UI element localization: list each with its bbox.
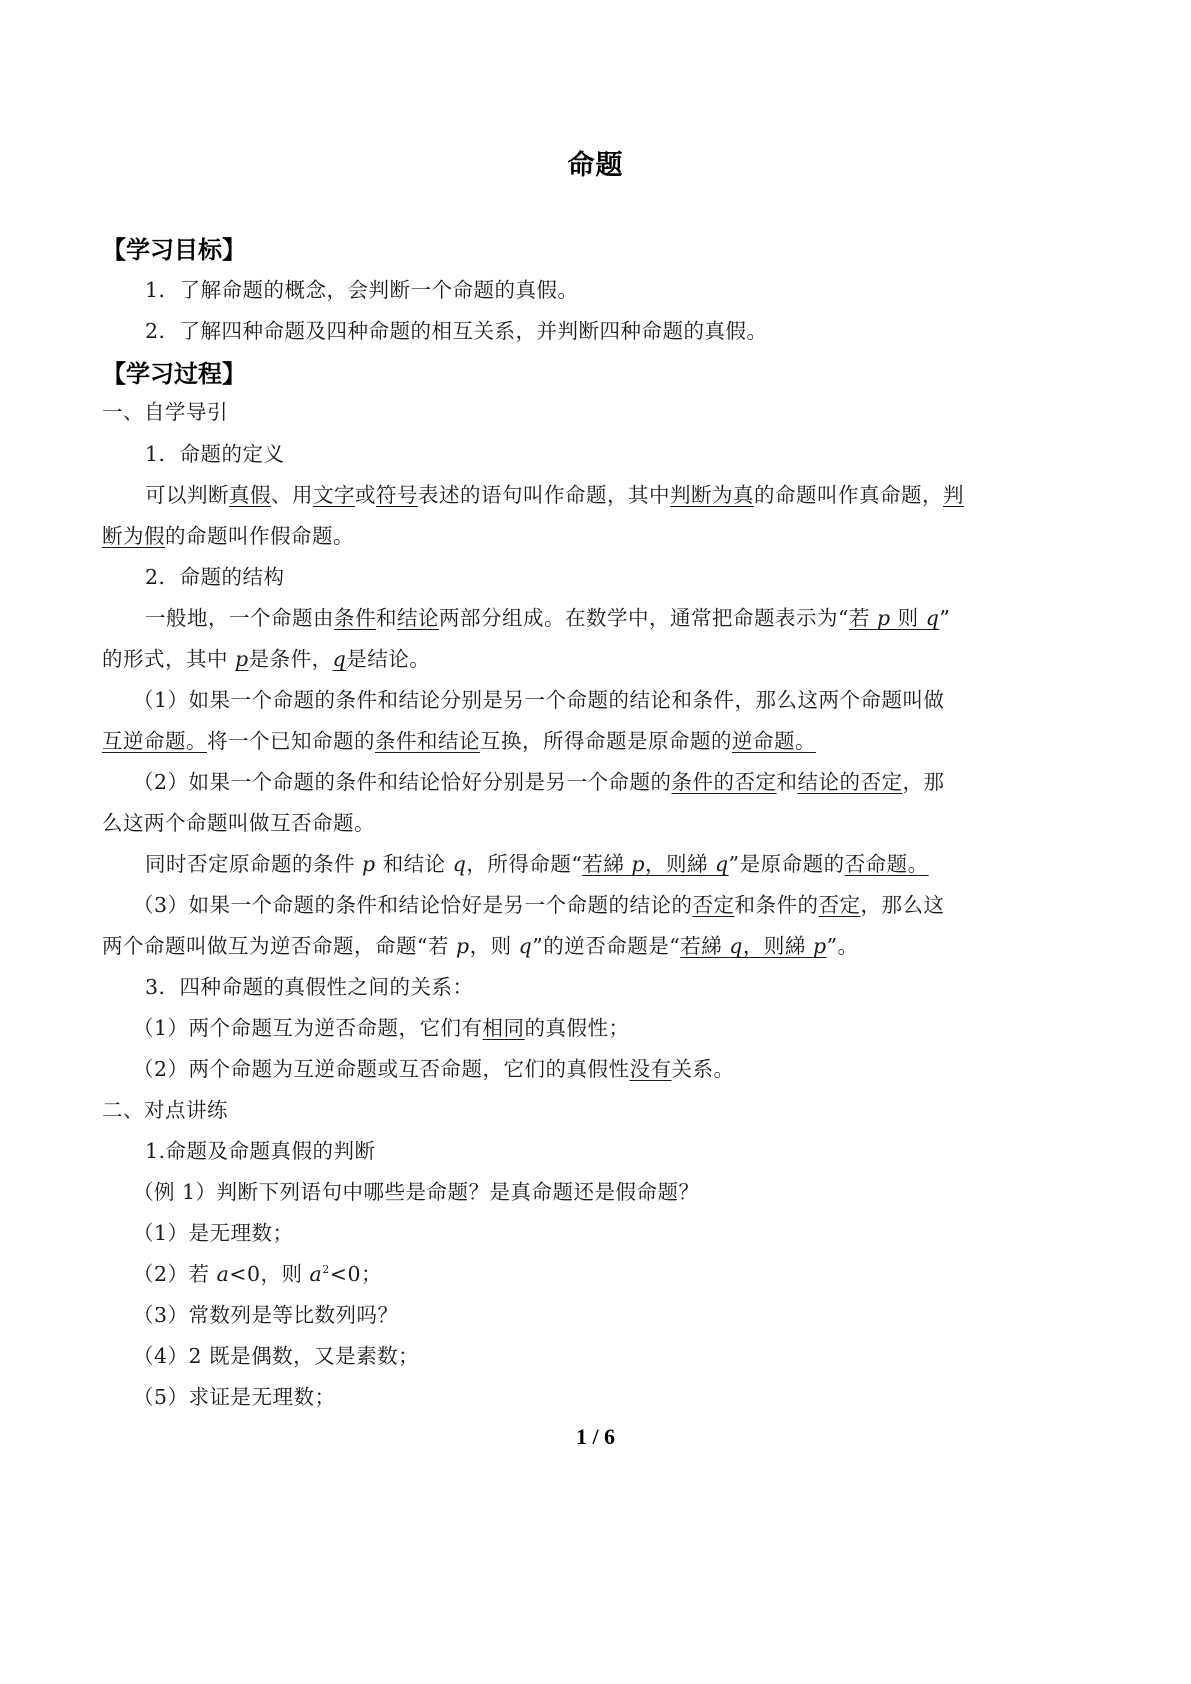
underlined-answer: 没有 (629, 1057, 672, 1081)
text: 关系。 (671, 1057, 735, 1081)
relation-heading: 3．四种命题的真假性之间的关系： (145, 975, 474, 999)
underlined-answer: 结论的否定 (797, 770, 903, 794)
text: 两部分组成。在数学中，通常把命题表示为“ (439, 606, 849, 630)
text: 若綈 (680, 934, 723, 958)
text: 的形式，其中 (102, 647, 228, 671)
underlined-answer: 相同 (482, 1016, 525, 1040)
text: 将一个已知命题的 (207, 729, 375, 753)
underlined-answer: 逆命题。 (732, 729, 816, 753)
contrapositive-line-1 (133, 891, 1123, 919)
page-number: 1 / 6 (575, 1424, 616, 1449)
example-item-1: （1）是无理数； (133, 1221, 294, 1245)
math-var: p (235, 647, 249, 671)
definition-heading: 1．命题的定义 (145, 442, 285, 466)
text: 若 (848, 606, 870, 630)
relation-item-2 (133, 1055, 1123, 1083)
underlined-answer: 条件 (334, 606, 376, 630)
example-item-5: （5）求证是无理数； (133, 1385, 336, 1409)
text: 和 (376, 606, 397, 630)
underlined-answer: 符号 (376, 483, 418, 507)
underlined-answer: 判 (943, 483, 964, 507)
math-var: q (332, 647, 347, 671)
heading-objectives: 【学习目标】 (102, 236, 246, 264)
example-1-prompt: （例 1）判断下列语句中哪些是命题？是真命题还是假命题？ (133, 1180, 700, 1204)
text: <0，则 (229, 1262, 310, 1286)
math-var: q (452, 852, 467, 876)
underlined-answer (680, 934, 826, 958)
text: 或 (355, 483, 376, 507)
underlined-answer: 文字 (313, 483, 355, 507)
text: 两个命题叫做互为逆否命题，命题“若 (102, 934, 449, 958)
text: 若綈 (582, 852, 625, 876)
math-var: p (877, 606, 891, 630)
document-title: 命题 (567, 150, 624, 181)
text: （1）两个命题互为逆否命题，它们有 (133, 1016, 483, 1040)
text: （2）两个命题为互逆命题或互否命题，它们的真假性 (133, 1057, 630, 1081)
text: 和条件的 (734, 893, 819, 917)
text: 一般地，一个命题由 (145, 606, 334, 630)
math-var: a (216, 1262, 230, 1286)
part1-heading: 一、自学导引 (102, 400, 228, 424)
text: （2）如果一个命题的条件和结论恰好分别是另一个命题的 (133, 770, 672, 794)
underlined-answer (849, 606, 939, 630)
underlined-answer: 否定 (692, 893, 735, 917)
text: ，所得命题“ (466, 852, 583, 876)
structure-heading: 2．命题的结构 (145, 565, 285, 589)
exponent: 2 (322, 1263, 330, 1276)
contrapositive-line-2 (102, 932, 1092, 960)
text: ，则綈 (644, 852, 708, 876)
math-var: q (518, 934, 533, 958)
text: ，那么这 (860, 893, 945, 917)
math-var: a (309, 1262, 323, 1286)
text: ”是原命题的 (728, 852, 845, 876)
underlined-answer: 断为假 (102, 524, 165, 548)
text: 和结论 (382, 852, 446, 876)
text: （3）如果一个命题的条件和结论恰好是另一个命题的结论的 (133, 893, 693, 917)
example-item-4: （4）2 既是偶数，又是素数； (133, 1344, 420, 1368)
text: ”。 (826, 934, 859, 958)
math-var: p (631, 852, 645, 876)
text: 可以判断 (145, 483, 229, 507)
text: 是条件， (248, 647, 333, 671)
underlined-answer: 结论 (397, 606, 439, 630)
text: 同时否定原命题的条件 (145, 852, 355, 876)
math-var: q (729, 934, 743, 958)
inverse-line-3 (145, 850, 1135, 878)
text: ，那 (902, 770, 945, 794)
structure-line-1 (145, 604, 1135, 632)
text: 的命题叫作真命题， (754, 483, 943, 507)
part2-heading: 二、对点讲练 (102, 1098, 228, 1122)
objective-item-2: 2．了解四种命题及四种命题的相互关系，并判断四种命题的真假。 (145, 319, 768, 343)
math-var: p (456, 934, 470, 958)
text: 、用 (271, 483, 313, 507)
text: ，则 (469, 934, 512, 958)
underlined-answer: 判断为真 (670, 483, 754, 507)
inverse-line-1 (133, 768, 1123, 796)
math-var: p (812, 934, 827, 958)
definition-line-2 (102, 522, 1092, 550)
converse-line-1: （1）如果一个命题的条件和结论分别是另一个命题的结论和条件，那么这两个命题叫做 (133, 688, 945, 712)
underlined-answer: 真假 (229, 483, 271, 507)
text: 则 (897, 606, 919, 630)
math-var: p (362, 852, 376, 876)
example-item-2 (133, 1260, 1123, 1288)
underlined-answer: 条件的否定 (671, 770, 777, 794)
underlined-answer: 否命题。 (844, 852, 929, 876)
math-var: q (925, 606, 940, 630)
underlined-answer: 条件和结论 (375, 729, 480, 753)
text: 是结论。 (346, 647, 431, 671)
text: 互换，所得命题是原命题的 (480, 729, 732, 753)
text: <0； (329, 1262, 383, 1286)
inverse-line-2: 么这两个命题叫做互否命题。 (102, 811, 375, 835)
relation-item-1 (133, 1014, 1123, 1042)
underlined-answer: 互逆命题。 (102, 729, 207, 753)
text: 的命题叫作假命题。 (165, 524, 354, 548)
text: ”的逆否命题是“ (532, 934, 681, 958)
text: 表述的语句叫作命题，其中 (418, 483, 670, 507)
text: 的真假性； (524, 1016, 630, 1040)
text: ” (939, 606, 951, 630)
objective-item-1: 1．了解命题的概念，会判断一个命题的真假。 (145, 278, 579, 302)
example-item-3: （3）常数列是等比数列吗？ (133, 1303, 399, 1327)
text: 和 (776, 770, 798, 794)
part2-sub-heading: 1.命题及命题真假的判断 (145, 1139, 376, 1163)
underlined-answer (582, 852, 728, 876)
definition-line-1 (145, 481, 1135, 509)
math-var: q (715, 852, 729, 876)
structure-line-2 (102, 645, 1092, 673)
text: （2）若 (133, 1262, 217, 1286)
converse-line-2 (102, 727, 1092, 755)
heading-process: 【学习过程】 (102, 360, 246, 388)
text: ，则綈 (742, 934, 806, 958)
underlined-answer: 否定 (818, 893, 861, 917)
